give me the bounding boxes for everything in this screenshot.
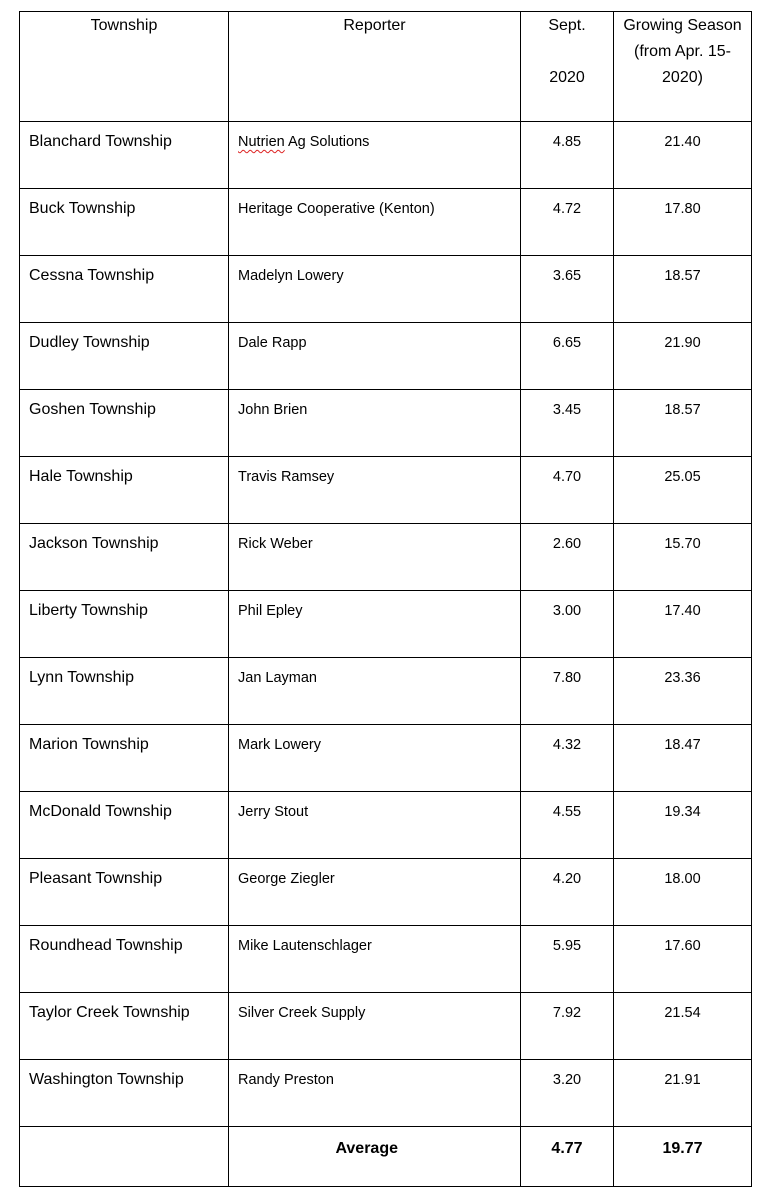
sept-value: 3.00: [521, 591, 614, 658]
township-cell: Pleasant Township: [20, 859, 229, 926]
growing-season-value: 21.54: [614, 993, 752, 1060]
average-row: [20, 1127, 752, 1187]
table-row: [20, 524, 752, 591]
table-row: [20, 658, 752, 725]
sept-value: 2.60: [521, 524, 614, 591]
reporter-name: John Brien: [238, 402, 308, 418]
table-row: [20, 725, 752, 792]
average-season: 19.77: [614, 1127, 752, 1187]
header-reporter: [229, 12, 521, 122]
sept-value: 4.70: [521, 457, 614, 524]
reporter-name: Jerry Stout: [238, 804, 309, 820]
reporter-cell: [229, 859, 521, 926]
growing-season-value: 21.40: [614, 122, 752, 189]
township-cell: Marion Township: [20, 725, 229, 792]
header-row: [20, 12, 752, 122]
sept-value: 3.65: [521, 256, 614, 323]
growing-season-value: 18.47: [614, 725, 752, 792]
reporter-name: Silver Creek Supply: [238, 1005, 366, 1021]
table-row: [20, 993, 752, 1060]
table-row: [20, 859, 752, 926]
table-row: [20, 926, 752, 993]
reporter-cell: [229, 122, 521, 189]
table-row: [20, 323, 752, 390]
township-cell: Cessna Township: [20, 256, 229, 323]
township-cell: Dudley Township: [20, 323, 229, 390]
reporter-name: Jan Layman: [238, 670, 317, 686]
sept-value: 7.92: [521, 993, 614, 1060]
table-row: [20, 390, 752, 457]
reporter-cell: [229, 725, 521, 792]
table-row: [20, 591, 752, 658]
spellcheck-flagged-word: Nutrien: [238, 134, 285, 150]
header-season-line1: Growing Season: [623, 17, 742, 34]
header-season-line2: (from Apr. 15-: [634, 43, 731, 60]
header-growing-season: [614, 12, 752, 122]
header-township-label: Township: [90, 17, 158, 34]
sept-value: 6.65: [521, 323, 614, 390]
growing-season-value: 18.57: [614, 256, 752, 323]
reporter-cell: [229, 1060, 521, 1127]
reporter-cell: [229, 993, 521, 1060]
sept-value: 3.20: [521, 1060, 614, 1127]
township-cell: Goshen Township: [20, 390, 229, 457]
header-sept-year: 2020: [549, 69, 585, 86]
reporter-cell: [229, 256, 521, 323]
growing-season-value: 23.36: [614, 658, 752, 725]
reporter-cell: [229, 323, 521, 390]
table-row: [20, 457, 752, 524]
reporter-name: Travis Ramsey: [238, 469, 335, 485]
sept-value: 4.55: [521, 792, 614, 859]
reporter-name: Mike Lautenschlager: [238, 938, 372, 954]
reporter-cell: [229, 189, 521, 256]
reporter-name: Rick Weber: [238, 536, 313, 552]
growing-season-value: 18.00: [614, 859, 752, 926]
township-cell: Roundhead Township: [20, 926, 229, 993]
township-cell: Taylor Creek Township: [20, 993, 229, 1060]
growing-season-value: 21.91: [614, 1060, 752, 1127]
reporter-name: Heritage Cooperative (Kenton): [238, 201, 435, 217]
township-cell: Jackson Township: [20, 524, 229, 591]
sept-value: 7.80: [521, 658, 614, 725]
growing-season-value: 17.60: [614, 926, 752, 993]
township-cell: Buck Township: [20, 189, 229, 256]
reporter-name: Dale Rapp: [238, 335, 307, 351]
table-row: [20, 256, 752, 323]
reporter-cell: [229, 390, 521, 457]
table-row: [20, 122, 752, 189]
growing-season-value: 18.57: [614, 390, 752, 457]
reporter-cell: [229, 524, 521, 591]
table-row: [20, 189, 752, 256]
growing-season-value: 19.34: [614, 792, 752, 859]
header-sept-label: Sept.: [548, 17, 586, 34]
township-cell: Liberty Township: [20, 591, 229, 658]
reporter-name: Mark Lowery: [238, 737, 321, 753]
reporter-name: Phil Epley: [238, 603, 303, 619]
table-row: [20, 792, 752, 859]
township-cell: Lynn Township: [20, 658, 229, 725]
reporter-cell: [229, 591, 521, 658]
township-cell: Washington Township: [20, 1060, 229, 1127]
rainfall-table: [19, 11, 752, 1187]
header-reporter-label: Reporter: [343, 17, 406, 34]
sept-value: 4.32: [521, 725, 614, 792]
sept-value: 4.20: [521, 859, 614, 926]
header-township: [20, 12, 229, 122]
growing-season-value: 15.70: [614, 524, 752, 591]
sept-value: 4.85: [521, 122, 614, 189]
growing-season-value: 21.90: [614, 323, 752, 390]
header-sept: [521, 12, 614, 122]
reporter-name: George Ziegler: [238, 871, 335, 887]
reporter-cell: [229, 658, 521, 725]
reporter-name: Randy Preston: [238, 1072, 334, 1088]
reporter-name: Ag Solutions: [284, 134, 370, 150]
growing-season-value: 17.80: [614, 189, 752, 256]
reporter-cell: [229, 926, 521, 993]
sept-value: 5.95: [521, 926, 614, 993]
sept-value: 4.72: [521, 189, 614, 256]
header-season-line3: 2020): [662, 69, 703, 86]
average-sept: 4.77: [521, 1127, 614, 1187]
reporter-cell: [229, 792, 521, 859]
growing-season-value: 25.05: [614, 457, 752, 524]
township-cell: Hale Township: [20, 457, 229, 524]
sept-value: 3.45: [521, 390, 614, 457]
township-cell: McDonald Township: [20, 792, 229, 859]
growing-season-value: 17.40: [614, 591, 752, 658]
reporter-name: Madelyn Lowery: [238, 268, 344, 284]
average-label: Average: [229, 1127, 521, 1187]
average-empty-cell: [20, 1127, 229, 1187]
reporter-cell: [229, 457, 521, 524]
township-cell: Blanchard Township: [20, 122, 229, 189]
table-row: [20, 1060, 752, 1127]
